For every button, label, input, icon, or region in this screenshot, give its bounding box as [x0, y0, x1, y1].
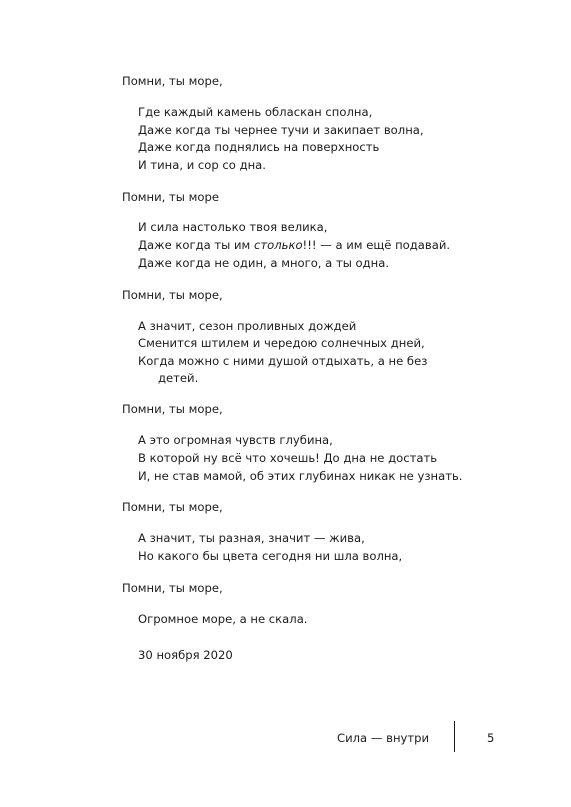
refrain-line: Помни, ты море, — [122, 500, 223, 514]
poem-line: Даже когда поднялись на поверхность — [138, 140, 380, 154]
page-number: 5 — [487, 731, 495, 745]
running-footer-title: Сила — внутри — [337, 731, 430, 745]
poem-line: А это огромная чувств глубина, — [138, 433, 333, 447]
poem-line: Сменится штилем и чередою солнечных дней, — [138, 336, 425, 350]
poem-line: А значит, сезон проливных дождей — [138, 319, 357, 333]
poem-line: Даже когда не один, а много, а ты одна. — [138, 256, 390, 270]
refrain-line: Помни, ты море, — [122, 581, 223, 595]
poem-line: А значит, ты разная, значит — жива, — [138, 531, 365, 545]
poem-line: И сила настолько твоя велика, — [138, 220, 328, 234]
refrain-line: Помни, ты море, — [122, 288, 223, 302]
footer-divider — [454, 721, 455, 752]
poem-line: Огромное море, а не скала. — [138, 612, 308, 626]
poem-line: И тина, и сор со дна. — [138, 158, 266, 172]
poem-line-text: Даже когда ты им — [138, 238, 254, 252]
refrain-line: Помни, ты море, — [122, 74, 223, 88]
poem-line: И, не став мамой, об этих глубинах никак не узнать. — [138, 469, 463, 483]
poem-line: Но какого бы цвета сегодня ни шла волна, — [138, 549, 403, 563]
italic-emphasis: столько — [253, 238, 303, 252]
refrain-line: Помни, ты море, — [122, 402, 223, 416]
poem-line-continuation: детей. — [158, 371, 199, 385]
poem-line: В которой ну всё что хочешь! До дна не достать — [138, 451, 438, 465]
poem-line: Даже когда ты чернее тучи и закипает волна, — [138, 123, 424, 137]
poem-line-text: !!! — а им ещё подавай. — [302, 238, 451, 252]
poem-line: Где каждый камень обласкан сполна, — [138, 105, 373, 119]
poem-line: Когда можно с ними душой отдыхать, а не без — [138, 354, 428, 368]
poem-line — [138, 236, 450, 254]
poem-date: 30 ноября 2020 — [138, 648, 233, 662]
refrain-line: Помни, ты море — [122, 190, 219, 204]
